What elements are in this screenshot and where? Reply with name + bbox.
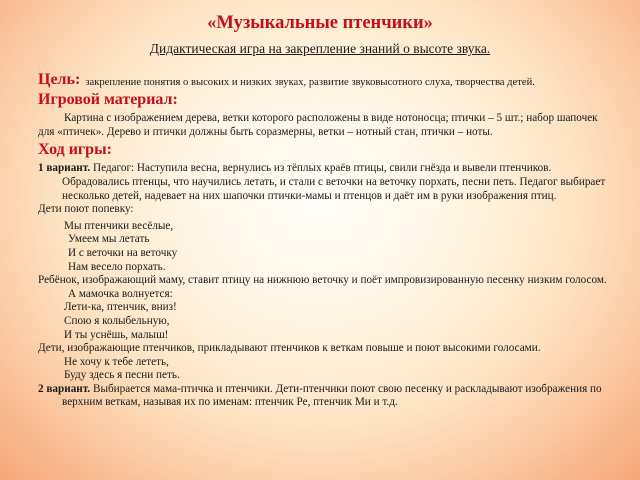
song1 xyxy=(38,220,612,274)
song2-line: Спою я колыбельную, xyxy=(64,314,170,327)
goal-label: Цель: xyxy=(38,71,81,88)
song1-line: И с веточки на веточку xyxy=(68,246,178,259)
variant1-label: 1 вариант. xyxy=(38,162,91,175)
song1-line: Мы птенчики весёлые, xyxy=(64,219,174,232)
song2-line: И ты уснёшь, малыш! xyxy=(64,328,169,341)
page-subtitle: Дидактическая игра на закрепление знаний о высоте звука. xyxy=(149,41,491,56)
kids-sing-line: Дети поют попевку: xyxy=(38,203,134,216)
song2-line: Лети-ка, птенчик, вниз! xyxy=(64,301,177,314)
variant1-text: Педагог: Наступила весна, вернулись из тёплых краёв птицы, свили гнёзда и вывели птенчиков. Обрадовались птенцы, что научились летать, и стали с веточки на веточку порхать, песни петь. Педагог выбирает несколько детей, надевает на них шапочки птички-мамы и птенцов и даёт им в руки изображения птиц. xyxy=(62,162,606,202)
material-text: Картина с изображением дерева, ветки которого расположены в виде нотоносца; птички – 5 шт.; набор шапочек для «птичек». Дерево и птички должны быть соразмерны, ветки – нотный стан, птички – ноты. xyxy=(38,112,598,138)
goal-section xyxy=(38,71,612,89)
page-title: «Музыкальные птенчики» xyxy=(207,13,433,33)
goal-text: закрепление понятия о высоких и низких звуках, развитие звуковысотного слуха, творчества детей. xyxy=(85,77,535,88)
variant2-text: Выбирается мама-птичка и птенчики. Дети-птенчики поют свою песенку и раскладывают изображения по верхним веткам, называя их по именам: птенчик Ре, птенчик Ми и т.д. xyxy=(62,382,602,409)
song1-line: Умеем мы летать xyxy=(68,233,150,246)
song3-line: Не хочу к тебе лететь, xyxy=(64,355,169,368)
game-heading: Ход игры: xyxy=(38,141,112,159)
song1-line: Нам весело порхать. xyxy=(68,260,166,273)
chicks-paragraph: Дети, изображающие птенчиков, прикладывают птенчиков к веткам повыше и поют высокими голосами. xyxy=(38,342,541,355)
song2-line: А мамочка волнуется: xyxy=(68,287,173,300)
song3 xyxy=(38,356,612,383)
content xyxy=(38,71,612,410)
variant2-label: 2 вариант. xyxy=(38,382,91,395)
song3-line: Буду здесь я песни петь. xyxy=(64,369,180,382)
variant2-paragraph xyxy=(38,383,612,410)
song2 xyxy=(38,288,612,342)
material-heading: Игровой материал: xyxy=(38,91,178,109)
mother-paragraph: Ребёнок, изображающий маму, ставит птицу на нижнюю веточку и поёт импровизированную песенку низким голосом. xyxy=(38,274,607,287)
variant1-paragraph xyxy=(38,162,612,203)
